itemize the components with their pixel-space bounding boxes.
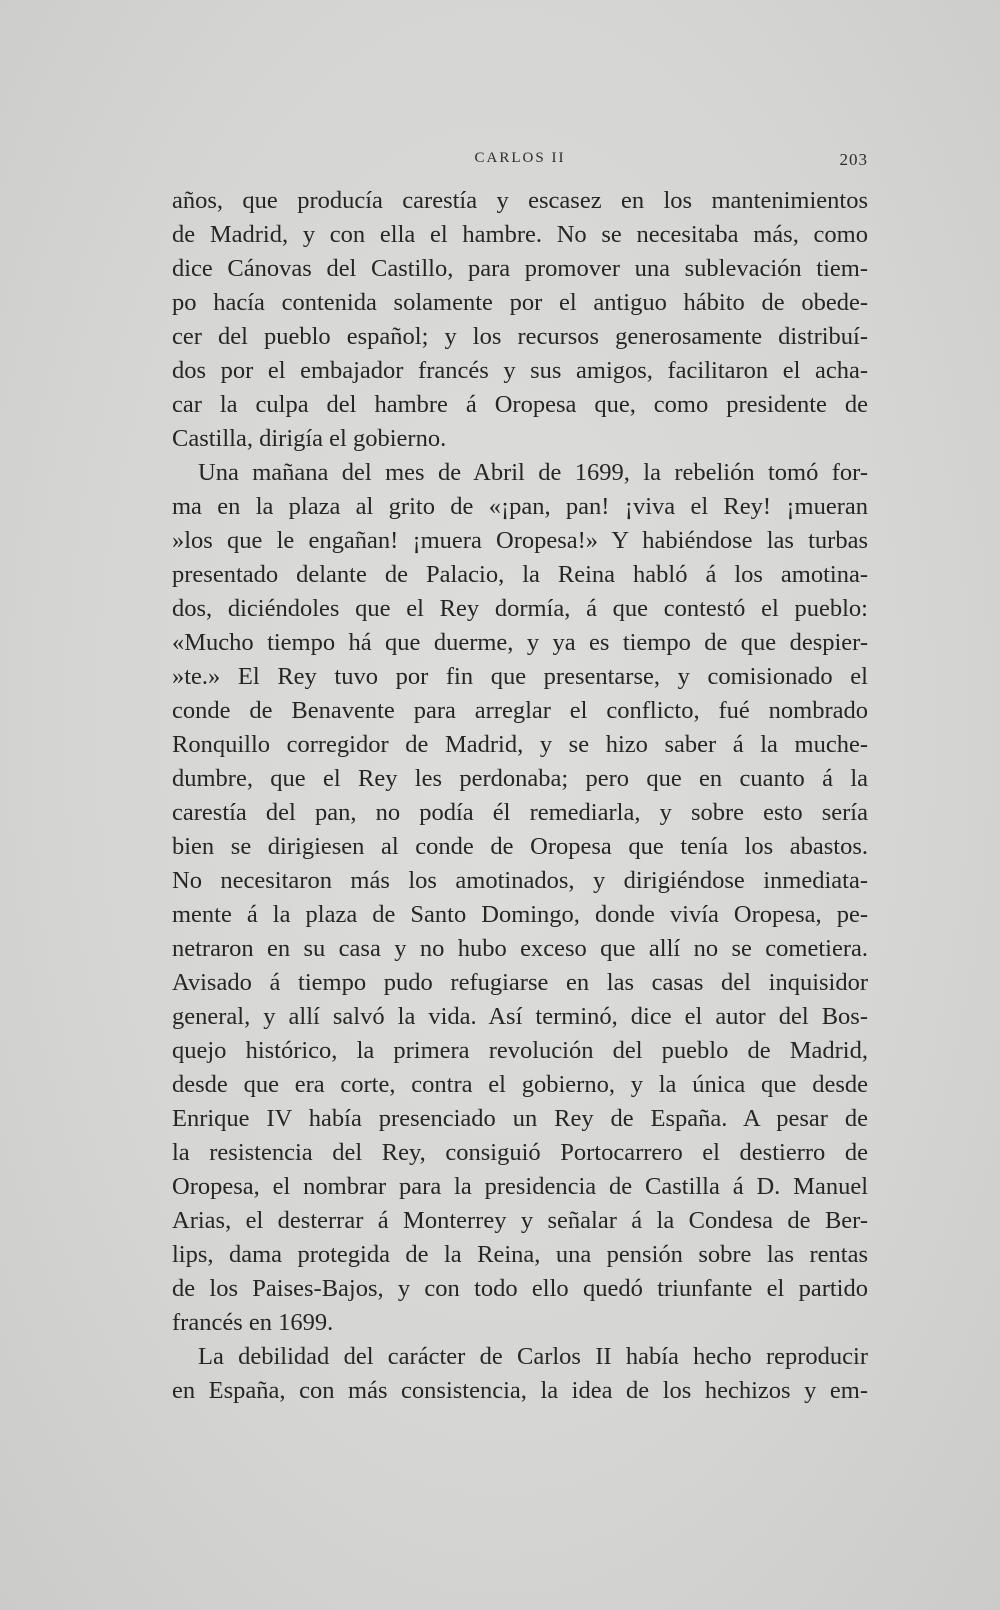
text-line: dos, diciéndoles que el Rey dormía, á que contestó el pueblo: xyxy=(172,595,868,622)
page-header xyxy=(172,150,868,174)
body-text xyxy=(172,184,868,1408)
text-line: conde de Benavente para arreglar el conflicto, fué nombrado xyxy=(172,697,868,724)
text-line: dumbre, que el Rey les perdonaba; pero que en cuanto á la xyxy=(172,765,868,792)
text-line: lips, dama protegida de la Reina, una pensión sobre las rentas xyxy=(172,1241,868,1268)
text-line: Avisado á tiempo pudo refugiarse en las casas del inquisidor xyxy=(172,969,868,996)
text-line: Una mañana del mes de Abril de 1699, la rebelión tomó for- xyxy=(198,459,868,486)
text-line: en España, con más consistencia, la idea de los hechizos y em- xyxy=(172,1377,868,1404)
text-line: francés en 1699. xyxy=(172,1309,334,1336)
text-line: la resistencia del Rey, consiguió Portocarrero el destierro de xyxy=(172,1139,868,1166)
text-line: mente á la plaza de Santo Domingo, donde vivía Oropesa, pe- xyxy=(172,901,868,928)
text-line: desde que era corte, contra el gobierno, y la única que desde xyxy=(172,1071,868,1098)
text-line: cer del pueblo español; y los recursos generosamente distribuí- xyxy=(172,323,868,350)
text-line: netraron en su casa y no hubo exceso que allí no se cometiera. xyxy=(172,935,868,962)
text-line: Oropesa, el nombrar para la presidencia de Castilla á D. Manuel xyxy=(172,1173,868,1200)
text-line: carestía del pan, no podía él remediarla, y sobre esto sería xyxy=(172,799,868,826)
text-line: años, que producía carestía y escasez en los mantenimientos xyxy=(172,187,868,214)
text-line: presentado delante de Palacio, la Reina habló á los amotina- xyxy=(172,561,868,588)
text-line: quejo histórico, la primera revolución del pueblo de Madrid, xyxy=(172,1037,868,1064)
text-line: de Madrid, y con ella el hambre. No se necesitaba más, como xyxy=(172,221,868,248)
text-line: de los Paises-Bajos, y con todo ello quedó triunfante el partido xyxy=(172,1275,868,1302)
text-line: dice Cánovas del Castillo, para promover una sublevación tiem- xyxy=(172,255,868,282)
text-line: Castilla, dirigía el gobierno. xyxy=(172,425,447,452)
running-head: CARLOS II xyxy=(474,150,566,166)
text-line: Ronquillo corregidor de Madrid, y se hizo saber á la muche- xyxy=(172,731,868,758)
text-line: po hacía contenida solamente por el antiguo hábito de obede- xyxy=(172,289,868,316)
text-line: »los que le engañan! ¡muera Oropesa!» Y habiéndose las turbas xyxy=(172,527,868,554)
text-line: dos por el embajador francés y sus amigos, facilitaron el acha- xyxy=(172,357,868,384)
text-line: Arias, el desterrar á Monterrey y señalar á la Condesa de Ber- xyxy=(172,1207,868,1234)
text-line: La debilidad del carácter de Carlos II había hecho reproducir xyxy=(198,1343,868,1370)
text-line: car la culpa del hambre á Oropesa que, como presidente de xyxy=(172,391,868,418)
text-line: ma en la plaza al grito de «¡pan, pan! ¡viva el Rey! ¡mueran xyxy=(172,493,868,520)
text-line: «Mucho tiempo há que duerme, y ya es tiempo de que despier- xyxy=(172,629,868,656)
text-line: bien se dirigiesen al conde de Oropesa que tenía los abastos. xyxy=(172,833,868,860)
page-number: 203 xyxy=(839,150,868,169)
text-line: Enrique IV había presenciado un Rey de España. A pesar de xyxy=(172,1105,868,1132)
text-line: general, y allí salvó la vida. Así terminó, dice el autor del Bos- xyxy=(172,1003,868,1030)
text-line: »te.» El Rey tuvo por fin que presentarse, y comisionado el xyxy=(172,663,868,690)
text-line: No necesitaron más los amotinados, y dirigiéndose inmediata- xyxy=(172,867,868,894)
